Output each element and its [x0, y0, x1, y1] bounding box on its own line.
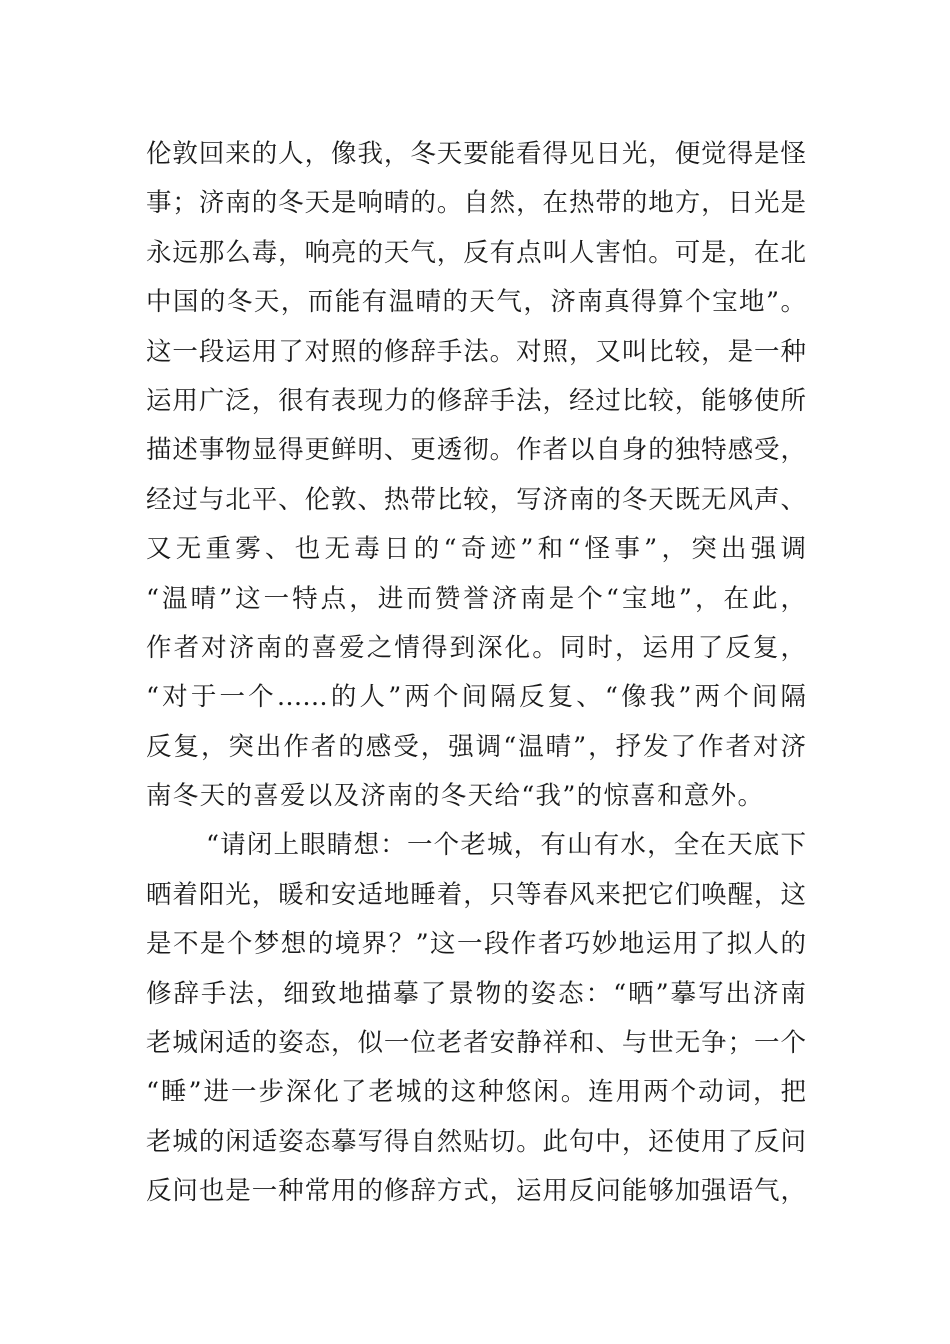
text-line: 描述事物显得更鲜明、更透彻。作者以自身的独特感受， — [146, 435, 806, 466]
text-line: 南冬天的喜爱以及济南的冬天给“我”的惊喜和意外。 — [146, 781, 765, 812]
text-line: 永远那么毒，响亮的天气，反有点叫人害怕。可是，在北 — [146, 237, 806, 268]
text-line: 这一段运用了对照的修辞手法。对照，又叫比较，是一种 — [146, 336, 806, 367]
text-line: 又无重雾、也无毒日的“奇迹”和“怪事”，突出强调 — [146, 534, 806, 565]
text-line: 是不是个梦想的境界？”这一段作者巧妙地运用了拟人的 — [146, 929, 806, 960]
text-line: “温晴”这一特点，进而赞誉济南是个“宝地”，在此， — [146, 583, 806, 614]
text-line: 伦敦回来的人，像我，冬天要能看得见日光，便觉得是怪 — [146, 139, 806, 169]
text-line: 晒着阳光，暖和安适地睡着，只等春风来把它们唤醒，这 — [146, 879, 806, 910]
text-line: 事；济南的冬天是响晴的。自然，在热带的地方，日光是 — [146, 188, 806, 219]
text-line: 反复，突出作者的感受，强调“温晴”，抒发了作者对济 — [146, 731, 806, 762]
text-line: 运用广泛，很有表现力的修辞手法，经过比较，能够使所 — [146, 385, 806, 416]
text-line: 老城的闲适姿态摹写得自然贴切。此句中，还使用了反问 — [146, 1126, 806, 1157]
text-line: 反问也是一种常用的修辞方式，运用反问能够加强语气， — [146, 1176, 806, 1207]
text-line: “请闭上眼睛想：一个老城，有山有水，全在天底下 — [206, 830, 806, 861]
text-line: 老城闲适的姿态，似一位老者安静祥和、与世无争；一个 — [146, 1028, 806, 1059]
text-line: 作者对济南的喜爱之情得到深化。同时，运用了反复， — [146, 632, 806, 663]
body-text — [146, 130, 806, 1217]
text-line: “睡”进一步深化了老城的这种悠闲。连用两个动词，把 — [146, 1077, 806, 1108]
text-line: 经过与北平、伦敦、热带比较，写济南的冬天既无风声、 — [146, 484, 806, 515]
text-line: 修辞手法，细致地描摹了景物的姿态：“晒”摹写出济南 — [146, 978, 806, 1009]
text-line: 中国的冬天，而能有温晴的天气，济南真得算个宝地”。 — [146, 287, 806, 318]
text-line: “对于一个……的人”两个间隔反复、“像我”两个间隔 — [146, 682, 806, 713]
